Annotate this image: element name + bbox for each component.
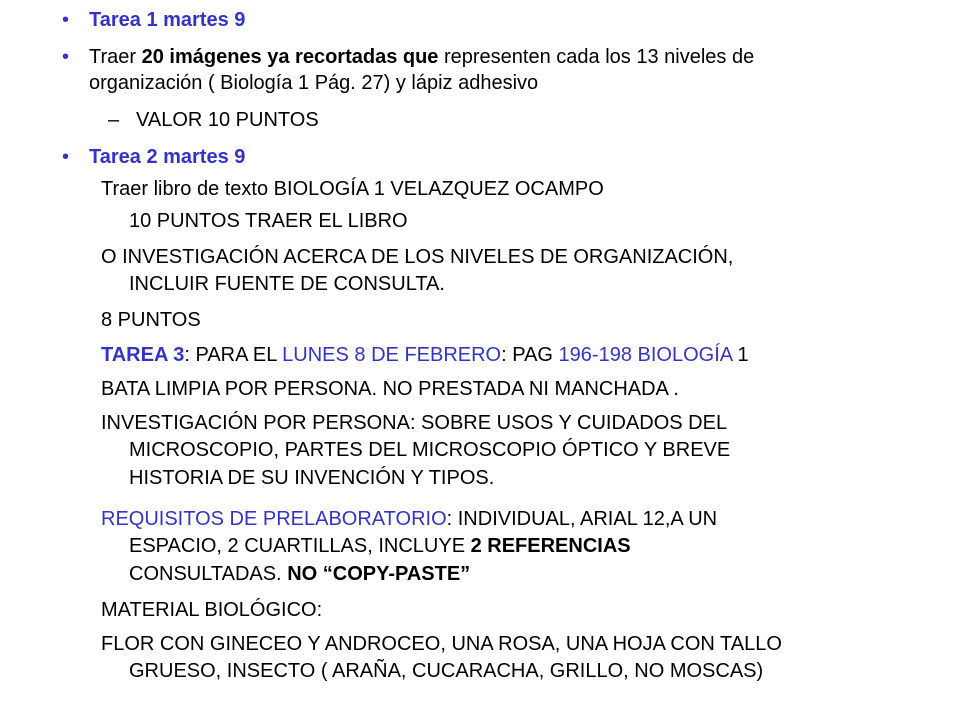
task3-sep2: : PAG xyxy=(501,344,559,366)
requisitos-l1-rest: : INDIVIDUAL, ARIAL 12,A UN xyxy=(446,508,718,530)
task1-item-bold: 20 imágenes ya recortadas que xyxy=(141,46,439,68)
material-line1: FLOR CON GINECEO Y ANDROCEO, UNA ROSA, UNA HOJA CON TALLO xyxy=(101,633,782,655)
requisitos-l3-bold: NO “COPY-PASTE” xyxy=(287,563,471,585)
task1-item-prefix: Traer xyxy=(89,46,142,68)
requisitos-line3 xyxy=(129,561,470,587)
bata-line: BATA LIMPIA POR PERSONA. NO PRESTADA NI MANCHADA . xyxy=(101,378,679,400)
task1-item-rest: representen cada los 13 niveles de xyxy=(438,46,755,68)
task1-item-line1 xyxy=(89,44,754,70)
requisitos-l2-bold: 2 REFERENCIAS xyxy=(470,535,631,557)
task3-book: BIOLOGÍA xyxy=(631,344,732,366)
material-line2: GRUESO, INSECTO ( ARAÑA, CUCARACHA, GRILLO, NO MOSCAS) xyxy=(129,660,764,682)
bullet-marker: • xyxy=(62,46,70,68)
task2-line4: 8 PUNTOS xyxy=(101,309,201,331)
dash-marker: – xyxy=(108,109,120,131)
task3-title: TAREA 3 xyxy=(101,344,185,366)
requisitos-line1 xyxy=(101,506,717,532)
task3-date: LUNES 8 DE FEBRERO xyxy=(282,344,502,366)
task3-line xyxy=(101,342,749,368)
task2-line1: Traer libro de texto BIOLOGÍA 1 VELAZQUEZ OCAMPO xyxy=(101,178,604,200)
task1-title: Tarea 1 martes 9 xyxy=(89,9,246,31)
investigacion-line3: HISTORIA DE SU INVENCIÓN Y TIPOS. xyxy=(129,467,495,489)
requisitos-line2 xyxy=(129,533,631,559)
bullet-marker: • xyxy=(62,9,70,31)
material-title: MATERIAL BIOLÓGICO: xyxy=(101,599,323,621)
requisitos-l3-pre: CONSULTADAS. xyxy=(129,563,288,585)
task2-line3b: INCLUIR FUENTE DE CONSULTA. xyxy=(129,273,445,295)
task3-pages: 196-198 xyxy=(558,344,632,366)
investigacion-line1: INVESTIGACIÓN POR PERSONA: SOBRE USOS Y CUIDADOS DEL xyxy=(101,412,728,434)
task2-line3a: O INVESTIGACIÓN ACERCA DE LOS NIVELES DE ORGANIZACIÓN, xyxy=(101,246,734,268)
task2-line2: 10 PUNTOS TRAER EL LIBRO xyxy=(129,210,408,232)
task1-value: VALOR 10 PUNTOS xyxy=(136,109,319,131)
requisitos-l2-pre: ESPACIO, 2 CUARTILLAS, INCLUYE xyxy=(129,535,471,557)
investigacion-line2: MICROSCOPIO, PARTES DEL MICROSCOPIO ÓPTICO Y BREVE xyxy=(129,439,731,461)
task1-item-line2: organización ( Biología 1 Pág. 27) y lápiz adhesivo xyxy=(89,72,539,94)
task2-title: Tarea 2 martes 9 xyxy=(89,146,246,168)
task3-sep1: : PARA EL xyxy=(184,344,283,366)
requisitos-label: REQUISITOS DE PRELABORATORIO xyxy=(101,508,447,530)
task3-book-num: 1 xyxy=(732,344,749,366)
bullet-marker: • xyxy=(62,146,70,168)
